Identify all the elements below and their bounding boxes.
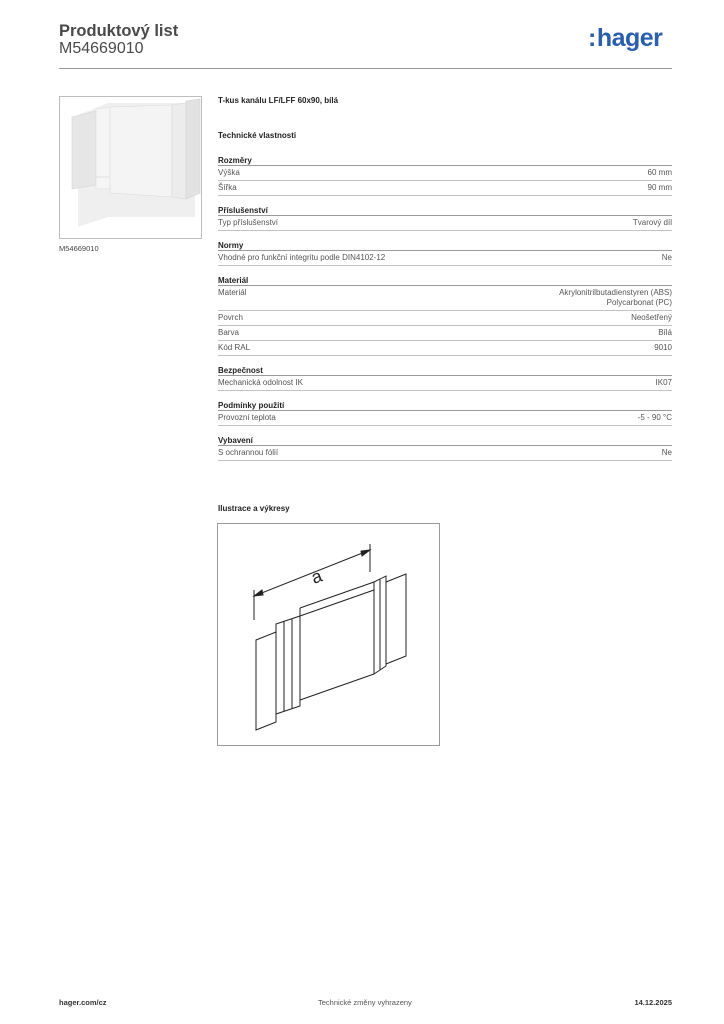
property-row [218,286,672,311]
property-row [218,341,672,356]
property-section [218,206,672,231]
property-row [218,411,672,426]
property-value: Ne [661,448,672,457]
property-label: Šířka [218,183,237,192]
property-value: Akrylonitrilbutadienstyren (ABS) Polycarbonat (PC) [559,288,672,307]
illustrations-heading: Ilustrace a výkresy [218,504,290,513]
property-value: 60 mm [647,168,672,177]
property-row [218,181,672,196]
section-title: Bezpečnost [218,366,672,376]
property-row [218,326,672,341]
property-value: Bílá [658,328,672,337]
property-row [218,166,672,181]
property-section [218,156,672,196]
property-value: 9010 [654,343,672,352]
photo-caption: M54669010 [59,244,99,253]
section-title: Rozměry [218,156,672,166]
property-value: Neošetřený [631,313,672,322]
property-label: Typ příslušenství [218,218,279,227]
property-label: Kód RAL [218,343,251,352]
property-row [218,446,672,461]
property-label: Povrch [218,313,243,322]
logo-text: hager [596,24,663,52]
section-title: Podmínky použití [218,401,672,411]
footer-date: 14.12.2025 [634,998,672,1007]
technical-drawing [217,523,440,746]
product-photo [59,96,202,239]
property-label: Mechanická odolnost IK [218,378,303,387]
property-section [218,366,672,391]
property-sections [218,156,672,461]
property-value: 90 mm [647,183,672,192]
property-section [218,276,672,356]
header-divider [59,68,672,69]
property-section [218,241,672,266]
property-section [218,401,672,426]
section-title: Normy [218,241,672,251]
hager-logo [588,26,662,51]
t-piece-drawing [218,524,439,745]
footer-website[interactable]: hager.com/cz [59,998,107,1007]
dimension-label: a [308,565,325,588]
technical-details [218,96,672,471]
product-code: M54669010 [59,40,144,57]
property-value: IK07 [655,378,672,387]
technical-properties-heading: Technické vlastnosti [218,131,297,140]
property-label: Provozní teplota [218,413,276,422]
section-title: Příslušenství [218,206,672,216]
property-row [218,251,672,266]
property-label: Materiál [218,288,247,297]
section-title: Materiál [218,276,672,286]
property-value: Ne [661,253,672,262]
property-row [218,216,672,231]
property-row [218,376,672,391]
property-section [218,436,672,461]
property-value: -5 - 90 °C [637,413,672,422]
property-label: Barva [218,328,239,337]
page-title: Produktový list [59,22,179,40]
logo-dots-icon: : [588,24,596,52]
property-label: S ochrannou fólií [218,448,279,457]
property-row [218,311,672,326]
product-name: T-kus kanálu LF/LFF 60x90, bílá [218,96,339,105]
property-label: Vhodné pro funkční integritu podle DIN4102-12 [218,253,386,262]
footer-note: Technické změny vyhrazeny [318,998,412,1007]
product-photo-image [60,97,202,239]
property-label: Výška [218,168,240,177]
section-title: Vybavení [218,436,672,446]
property-value: Tvarový díl [632,218,672,227]
